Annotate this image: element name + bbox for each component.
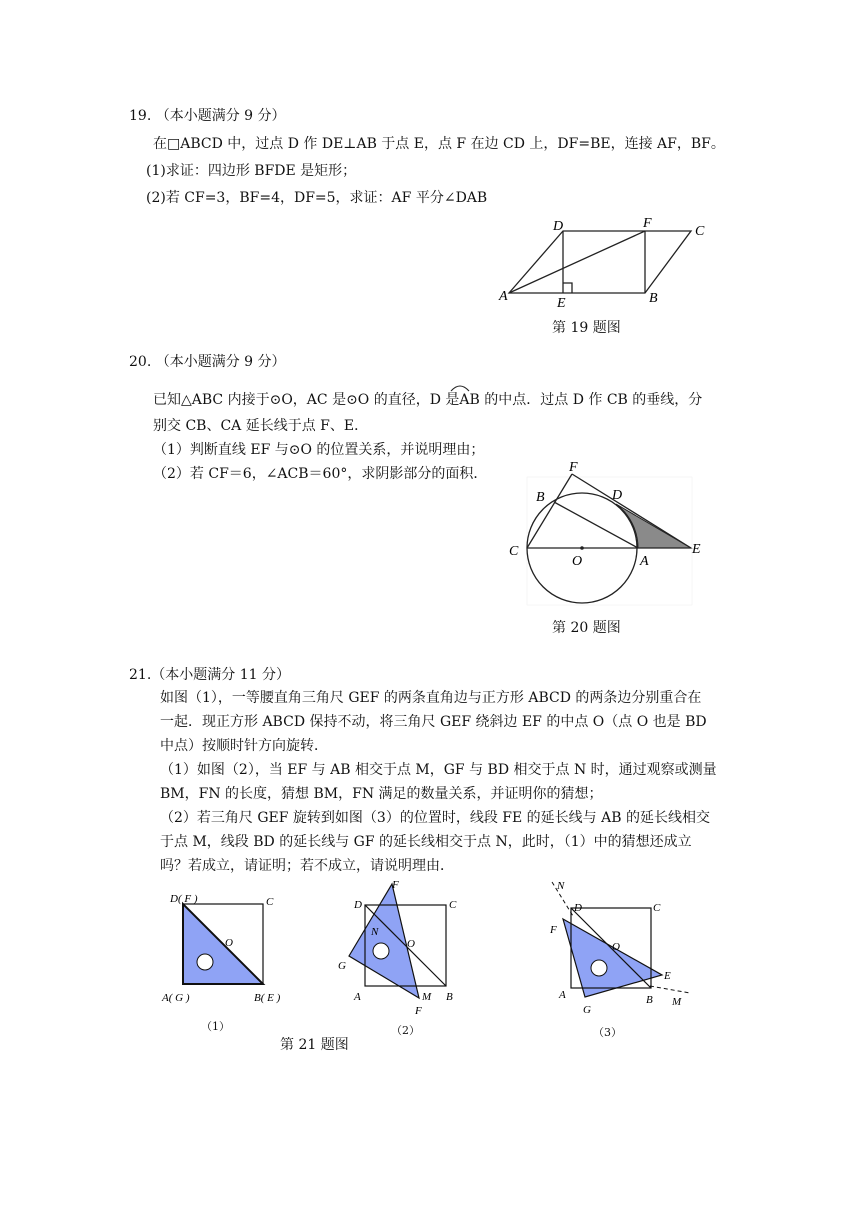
fig1-label-C: C — [266, 896, 274, 908]
q20-stem-line1: 已知△ABC 内接于⊙O，AC 是⊙O 的直径，D 是AB 的中点．过点 D 作 CB 的垂线，分 — [153, 392, 703, 408]
fig2-label-D: D — [354, 899, 362, 911]
q21-line-6: （2）若三角尺 GEF 旋转到如图（3）的位置时，线段 FE 的延长线与 AB 的延长线相交 — [160, 810, 710, 826]
q20-label-E: E — [692, 542, 701, 557]
q19-label-F: F — [643, 216, 652, 231]
q21-fig1-caption: （1） — [201, 1020, 230, 1033]
q21-figure-3 — [540, 874, 700, 1024]
q20-header: 20. （本小题满分 9 分） — [129, 354, 286, 370]
q19-caption: 第 19 题图 — [552, 320, 621, 336]
fig3-label-O: O — [612, 941, 620, 953]
q21-line-3: 中点）按顺时针方向旋转． — [160, 738, 328, 754]
fig2-label-B: B — [446, 991, 453, 1003]
q21-line-1: 如图（1），一等腰直角三角尺 GEF 的两条直角边与正方形 ABCD 的两条边分别重合在 — [160, 690, 702, 706]
q20-circle-figure — [500, 455, 715, 610]
fig1-label-O: O — [225, 937, 233, 949]
fig1-label-DF: D( F ) — [170, 893, 198, 905]
fig3-label-N: N — [557, 880, 565, 892]
q19-label-D: D — [553, 219, 564, 234]
fig3-label-B: B — [646, 994, 653, 1006]
q19-label-B: B — [649, 291, 658, 306]
q20-part2: （2）若 CF＝6，∠ACB＝60°，求阴影部分的面积． — [153, 466, 488, 482]
q21-line-5: BM，FN 的长度，猜想 BM，FN 满足的数量关系，并证明你的猜想； — [160, 786, 603, 802]
q20-label-O: O — [572, 554, 583, 569]
q21-caption: 第 21 题图 — [280, 1037, 349, 1053]
q20-label-A: A — [640, 554, 649, 569]
q21-fig3-caption: （3） — [593, 1026, 622, 1039]
q21-header: 21.（本小题满分 11 分） — [129, 667, 290, 683]
fig3-label-D: D — [574, 902, 582, 914]
q20-label-C: C — [509, 544, 519, 559]
fig2-label-A: A — [354, 991, 361, 1003]
q21-line-2: 一起．现正方形 ABCD 保持不动，将三角尺 GEF 绕斜边 EF 的中点 O（点 O 也是 BD — [160, 714, 707, 730]
fig2-label-F-bottom: F — [415, 1005, 422, 1017]
fig2-label-O: O — [407, 938, 415, 950]
q21-line-7: 于点 M，线段 BD 的延长线与 GF 的延长线相交于点 N，此时，（1）中的猜想还成立 — [160, 834, 692, 850]
q20-stem-line2: 别交 CB、CA 延长线于点 F、E． — [153, 418, 369, 434]
q20-label-F: F — [569, 460, 578, 475]
fig3-label-G: G — [583, 1004, 591, 1016]
fig3-label-F: F — [550, 924, 557, 936]
q19-label-A: A — [499, 289, 508, 304]
fig1-label-AG: A( G ) — [162, 992, 190, 1004]
q20-label-B: B — [536, 490, 545, 505]
q21-figure-1 — [160, 888, 290, 1018]
fig1-label-BE: B( E ) — [254, 992, 281, 1004]
q20-caption: 第 20 题图 — [552, 620, 621, 636]
fig2-label-C: C — [449, 899, 457, 911]
q19-label-E: E — [557, 296, 566, 308]
q19-part2: (2)若 CF=3，BF=4，DF=5，求证：AF 平分∠DAB — [146, 190, 488, 206]
q19-header: 19. （本小题满分 9 分） — [129, 108, 286, 124]
q21-fig2-caption: （2） — [391, 1024, 420, 1037]
q19-part1: (1)求证：四边形 BFDE 是矩形； — [146, 163, 357, 179]
q19-stem: 在□ABCD 中，过点 D 作 DE⊥AB 于点 E，点 F 在边 CD 上，DF=BE，连接 AF，BF。 — [153, 136, 725, 152]
q19-parallelogram-figure — [495, 208, 720, 308]
fig2-label-N: N — [371, 926, 379, 938]
fig2-label-M: M — [422, 991, 432, 1003]
q21-figure-2 — [330, 878, 470, 1018]
fig3-label-M: M — [672, 996, 682, 1008]
fig2-label-G: G — [338, 960, 346, 972]
q20-part1: （1）判断直线 EF 与⊙O 的位置关系，并说明理由； — [153, 442, 485, 458]
q21-line-4: （1）如图（2），当 EF 与 AB 相交于点 M，GF 与 BD 相交于点 N 时，通过观察或测量 — [160, 762, 717, 778]
arc-symbol-icon — [449, 382, 471, 392]
q19-label-C: C — [695, 224, 705, 239]
fig3-label-E: E — [664, 970, 671, 982]
q21-line-8: 吗？若成立，请证明；若不成立，请说明理由． — [160, 858, 454, 874]
fig3-label-C: C — [653, 902, 661, 914]
fig2-label-F-top: F — [392, 879, 399, 891]
fig3-label-A: A — [559, 989, 566, 1001]
q20-label-D: D — [612, 488, 623, 503]
